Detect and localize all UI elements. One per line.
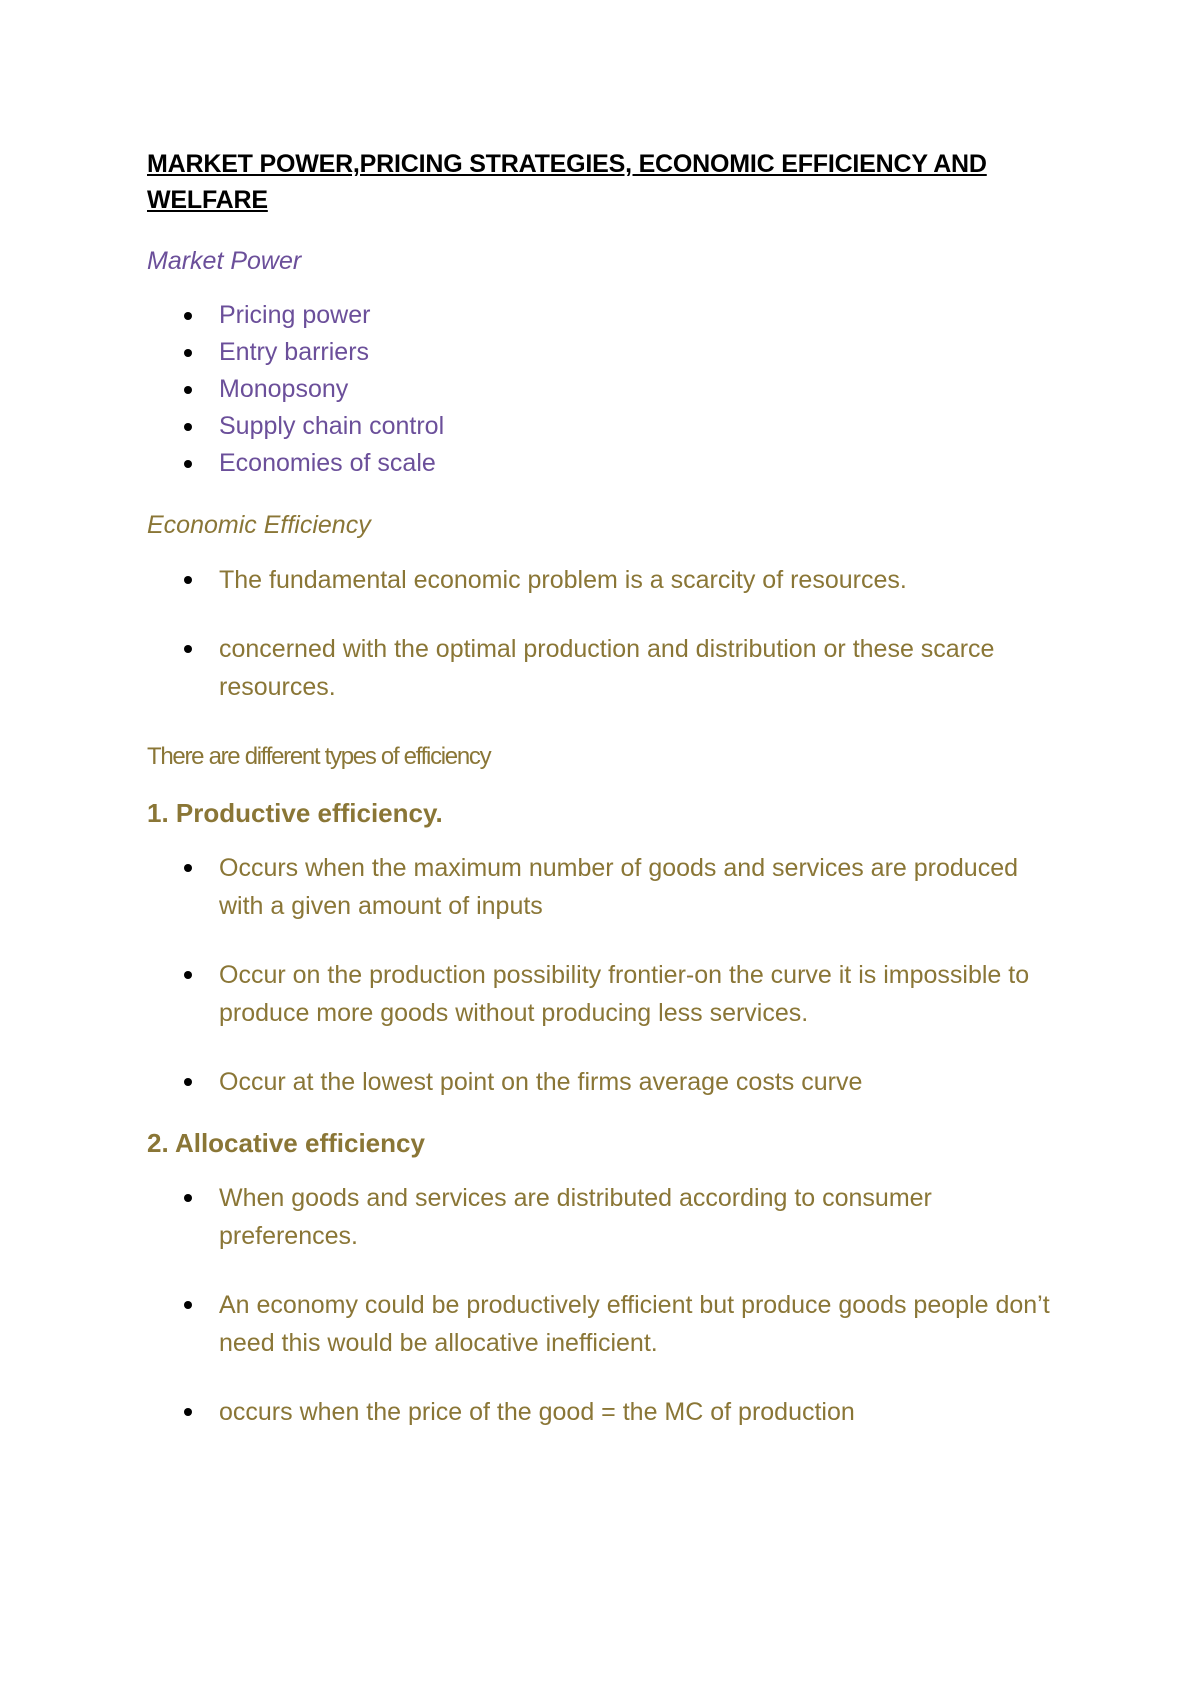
productive-efficiency-list [147, 849, 1067, 1101]
document-title: MARKET POWER,PRICING STRATEGIES, ECONOMIC EFFICIENCY AND WELFARE [147, 150, 987, 214]
list-item [147, 371, 1067, 408]
list-item [147, 1286, 1067, 1362]
list-item [147, 408, 1067, 445]
list-item-text: An economy could be productively efficient but produce goods people don’t need this would be allocative inefficient. [219, 1291, 1050, 1357]
bullet-icon [184, 349, 192, 357]
list-item-text: When goods and services are distributed according to consumer preferences. [219, 1184, 932, 1250]
economic-efficiency-list [147, 561, 1067, 706]
list-item [147, 956, 1067, 1032]
list-item-text: Economies of scale [219, 449, 436, 477]
bullet-icon [184, 386, 192, 394]
bullet-icon [184, 423, 192, 431]
list-item [147, 1179, 1067, 1255]
list-item-text: occurs when the price of the good = the MC of production [219, 1398, 855, 1426]
list-item-text: Occur on the production possibility frontier-on the curve it is impossible to produce more goods without producing less services. [219, 961, 1030, 1027]
allocative-efficiency-list [147, 1179, 1067, 1431]
bullet-icon [184, 1078, 192, 1086]
productive-efficiency-heading: 1. Productive efficiency. [147, 798, 443, 828]
list-item-text: Monopsony [219, 375, 349, 403]
list-item [147, 1063, 1067, 1101]
list-item [147, 630, 1067, 706]
list-item-text: The fundamental economic problem is a scarcity of resources. [219, 566, 907, 594]
list-item-text: Occur at the lowest point on the firms average costs curve [219, 1068, 863, 1096]
bullet-icon [184, 1408, 192, 1416]
list-item [147, 1393, 1067, 1431]
bullet-icon [184, 864, 192, 872]
bullet-icon [184, 645, 192, 653]
list-item [147, 445, 1067, 482]
list-item-text: Pricing power [219, 301, 371, 329]
list-item [147, 297, 1067, 334]
list-item-text: Occurs when the maximum number of goods and services are produced with a given amount of inputs [219, 854, 1018, 920]
economic-efficiency-heading: Economic Efficiency [147, 511, 371, 539]
list-item-text: concerned with the optimal production and distribution or these scarce resources. [219, 635, 995, 701]
bullet-icon [184, 576, 192, 584]
list-item-text: Entry barriers [219, 338, 370, 366]
bullet-icon [184, 1301, 192, 1309]
types-intro-text: There are different types of efficiency [147, 743, 491, 770]
bullet-icon [184, 460, 192, 468]
list-item [147, 849, 1067, 925]
list-item [147, 561, 1067, 599]
bullet-icon [184, 971, 192, 979]
document-body [147, 146, 1067, 1431]
list-item-text: Supply chain control [219, 412, 445, 440]
bullet-icon [184, 1194, 192, 1202]
market-power-list [147, 297, 1067, 482]
market-power-heading: Market Power [147, 247, 302, 275]
bullet-icon [184, 312, 192, 320]
allocative-efficiency-heading: 2. Allocative efficiency [147, 1128, 425, 1158]
list-item [147, 334, 1067, 371]
